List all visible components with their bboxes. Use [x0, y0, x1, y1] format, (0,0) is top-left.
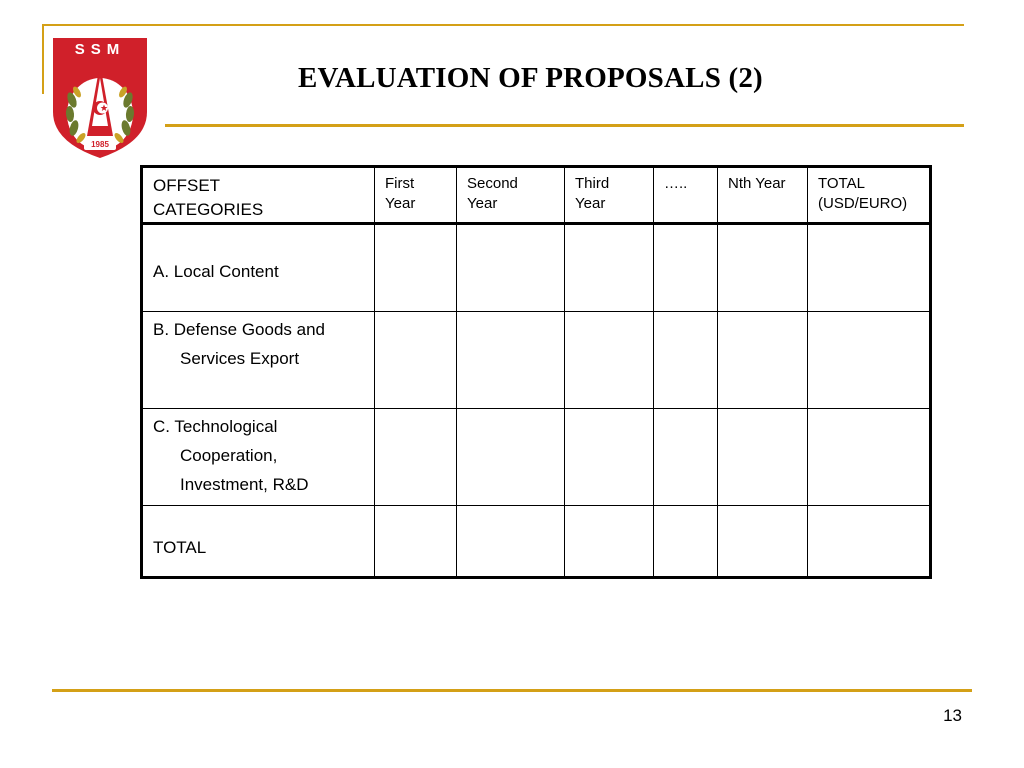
row-label-technological-cooperation: C. Technological Cooperation, Investment, R&D	[142, 409, 375, 506]
table-cell	[565, 312, 654, 409]
header-second-year: Second Year	[457, 167, 565, 224]
table-cell	[654, 506, 718, 578]
table-row	[142, 506, 931, 578]
ssm-logo	[50, 34, 150, 160]
header-total: TOTAL (USD/EURO)	[808, 167, 931, 224]
header-offset-categories: OFFSET CATEGORIES	[142, 167, 375, 224]
top-rule	[42, 24, 964, 26]
table-cell	[718, 506, 808, 578]
row-label-defense-goods: B. Defense Goods and Services Export	[142, 312, 375, 409]
table-cell	[654, 409, 718, 506]
top-left-vertical-rule	[42, 24, 44, 94]
logo-year: 1985	[91, 140, 109, 149]
table-cell	[375, 224, 457, 312]
table-cell	[654, 312, 718, 409]
table-cell	[375, 506, 457, 578]
slide-title: EVALUATION OF PROPOSALS (2)	[298, 62, 763, 94]
table-cell	[565, 506, 654, 578]
table-cell	[565, 224, 654, 312]
table-cell	[808, 506, 931, 578]
table-cell	[565, 409, 654, 506]
table-cell	[457, 409, 565, 506]
table-cell	[457, 224, 565, 312]
table-row	[142, 409, 931, 506]
table-row	[142, 312, 931, 409]
row-label-total: TOTAL	[142, 506, 375, 578]
logo-text: SSM	[74, 41, 126, 58]
table-cell	[808, 312, 931, 409]
header-third-year: Third Year	[565, 167, 654, 224]
offset-evaluation-table	[140, 165, 932, 579]
row-label-local-content: A. Local Content	[142, 224, 375, 312]
title-underline-rule	[165, 124, 964, 127]
table-cell	[375, 409, 457, 506]
table-cell	[654, 224, 718, 312]
bottom-rule	[52, 689, 972, 692]
header-nth-year: Nth Year	[718, 167, 808, 224]
page-number: 13	[943, 706, 962, 725]
table-cell	[808, 409, 931, 506]
table-cell	[457, 506, 565, 578]
table-cell	[718, 224, 808, 312]
table-cell	[808, 224, 931, 312]
header-first-year: First Year	[375, 167, 457, 224]
header-ellipsis: …..	[654, 167, 718, 224]
table-cell	[457, 312, 565, 409]
table-header-row	[142, 167, 931, 224]
table-cell	[718, 409, 808, 506]
table-cell	[718, 312, 808, 409]
table-row	[142, 224, 931, 312]
table-cell	[375, 312, 457, 409]
